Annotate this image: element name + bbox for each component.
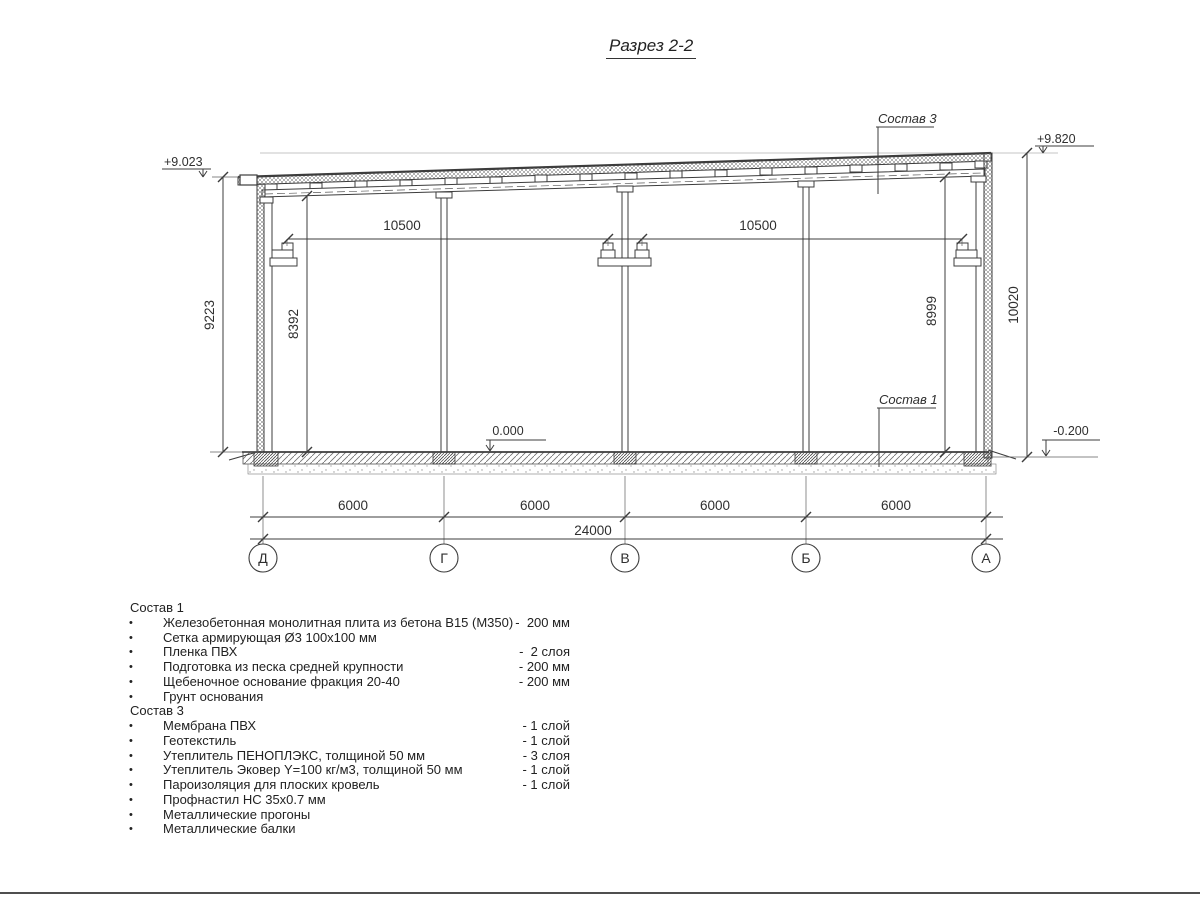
bullet-icon: • bbox=[129, 808, 133, 821]
note-item-name: Сетка армирующая Ø3 100х100 мм bbox=[163, 629, 377, 645]
note-item bbox=[125, 660, 570, 675]
note-item bbox=[125, 616, 570, 631]
note-item-name: Щебеночное основание фракция 20-40 bbox=[163, 673, 400, 689]
elevation-floor bbox=[486, 424, 546, 451]
note-item-value: - 3 слоя bbox=[522, 747, 570, 763]
dim-bay-3: 6000 bbox=[699, 498, 731, 513]
axis-bubble-g bbox=[430, 544, 458, 572]
bullet-icon: • bbox=[129, 631, 133, 644]
elevation-right-bottom-value: -0.200 bbox=[1053, 424, 1089, 438]
note-item bbox=[125, 719, 570, 734]
elevation-left-top bbox=[162, 155, 211, 177]
right-wall-panel bbox=[984, 153, 992, 458]
note-item-value: - 200 мм bbox=[518, 673, 570, 689]
dim-right-inner: 8999 bbox=[924, 295, 939, 327]
note-item-name: Мембрана ПВХ bbox=[163, 718, 257, 733]
bullet-icon: • bbox=[129, 690, 133, 703]
note-item-name: Металлические прогоны bbox=[163, 806, 311, 822]
axis-bubble-g-label: Г bbox=[440, 550, 448, 566]
axis-bubble-a-label: А bbox=[981, 550, 991, 566]
elevation-right-bottom bbox=[1042, 424, 1100, 456]
axis-bubble-d-label: Д bbox=[258, 550, 268, 566]
column-axis-v bbox=[617, 186, 633, 452]
note-item bbox=[125, 822, 570, 837]
note-item-value: - 1 слой bbox=[522, 718, 570, 733]
bullet-icon: • bbox=[129, 616, 133, 629]
bullet-icon: • bbox=[129, 764, 133, 777]
bullet-icon: • bbox=[129, 793, 133, 806]
note-item bbox=[125, 631, 570, 646]
crane-bracket-left bbox=[270, 243, 297, 266]
bullet-icon: • bbox=[129, 779, 133, 791]
column-axis-b bbox=[798, 181, 814, 452]
note-item bbox=[125, 778, 570, 793]
elevation-floor-value: 0.000 bbox=[492, 424, 524, 438]
dim-left-inner: 8392 bbox=[286, 308, 301, 340]
columns bbox=[260, 176, 986, 452]
column-axis-g bbox=[436, 192, 452, 452]
label-sostav-3-text: Состав 3 bbox=[878, 111, 937, 126]
note-item-name: Металлические балки bbox=[163, 821, 296, 837]
bullet-icon: • bbox=[129, 720, 133, 732]
axis-bubble-v bbox=[611, 544, 639, 572]
drawing-title-text: Разрез 2-2 bbox=[606, 36, 696, 59]
axis-bubble-a bbox=[972, 544, 1000, 572]
note-item-name: Грунт основания bbox=[163, 688, 264, 704]
label-sostav-1-text: Состав 1 bbox=[879, 392, 938, 407]
note-item bbox=[125, 734, 570, 749]
floor-slab bbox=[229, 450, 1016, 474]
bullet-icon: • bbox=[129, 675, 133, 688]
note-item bbox=[125, 690, 570, 705]
note-item-value: - 200 мм bbox=[518, 659, 570, 674]
dim-crane-left: 10500 bbox=[383, 218, 421, 233]
axis-bubble-d bbox=[249, 544, 277, 572]
note-item-value: - 1 слой bbox=[522, 732, 570, 748]
elevation-left-top-value: +9.023 bbox=[164, 155, 203, 169]
dim-crane-right: 10500 bbox=[739, 218, 777, 233]
note-item bbox=[125, 645, 570, 660]
note-item-name: Профнастил НС 35х0.7 мм bbox=[163, 791, 326, 807]
dim-bay-4: 6000 bbox=[880, 498, 912, 513]
note-item bbox=[125, 793, 570, 808]
composition-notes bbox=[125, 601, 570, 837]
dim-bay-1: 6000 bbox=[337, 498, 369, 513]
notes-section-2-title: Состав 3 bbox=[130, 703, 184, 719]
bullet-icon: • bbox=[129, 661, 133, 673]
bullet-icon: • bbox=[129, 734, 133, 747]
axis-bubble-b bbox=[792, 544, 820, 572]
roof-left-end-detail bbox=[240, 175, 257, 185]
dim-right-outer: 10020 bbox=[1006, 286, 1021, 324]
dim-total: 24000 bbox=[574, 523, 612, 538]
note-item-value: - 200 мм bbox=[515, 614, 570, 630]
note-item bbox=[125, 675, 570, 690]
note-item-value: - 1 слой bbox=[522, 762, 570, 778]
notes-section-1-title: Состав 1 bbox=[130, 600, 184, 615]
note-item-name: Утеплитель Эковер Y=100 кг/м3, толщиной 50 мм bbox=[163, 762, 463, 778]
note-item bbox=[125, 808, 570, 823]
note-item-name: Подготовка из песка средней крупности bbox=[163, 659, 404, 674]
note-item-value: - 2 слоя bbox=[519, 644, 570, 660]
note-item-name: Геотекстиль bbox=[163, 732, 237, 748]
note-item-value: - 1 слой bbox=[522, 777, 570, 792]
bullet-icon: • bbox=[129, 749, 133, 762]
label-sostav-3 bbox=[876, 111, 937, 194]
dim-bay-2: 6000 bbox=[519, 498, 551, 513]
note-item bbox=[125, 763, 570, 778]
dim-left-outer: 9223 bbox=[202, 299, 217, 331]
column-axis-a bbox=[971, 176, 986, 452]
note-item-name: Утеплитель ПЕНОПЛЭКС, толщиной 50 мм bbox=[163, 747, 426, 763]
elevation-right-top-value: +9.820 bbox=[1037, 132, 1076, 146]
bullet-icon: • bbox=[129, 823, 133, 836]
extension-lines bbox=[210, 177, 1098, 544]
note-item bbox=[125, 749, 570, 764]
axis-bubble-v-label: В bbox=[620, 550, 630, 566]
page-bottom-border bbox=[0, 892, 1200, 894]
axis-bubble-b-label: Б bbox=[801, 550, 811, 566]
bullet-icon: • bbox=[129, 646, 133, 659]
elevation-right-top bbox=[1035, 132, 1094, 153]
axis-bubbles bbox=[249, 544, 1000, 572]
note-item-name: Пленка ПВХ bbox=[163, 644, 238, 660]
note-item-name: Пароизоляция для плоских кровель bbox=[163, 777, 380, 792]
note-item-name: Железобетонная монолитная плита из бетона В15 (М350) bbox=[163, 614, 514, 630]
